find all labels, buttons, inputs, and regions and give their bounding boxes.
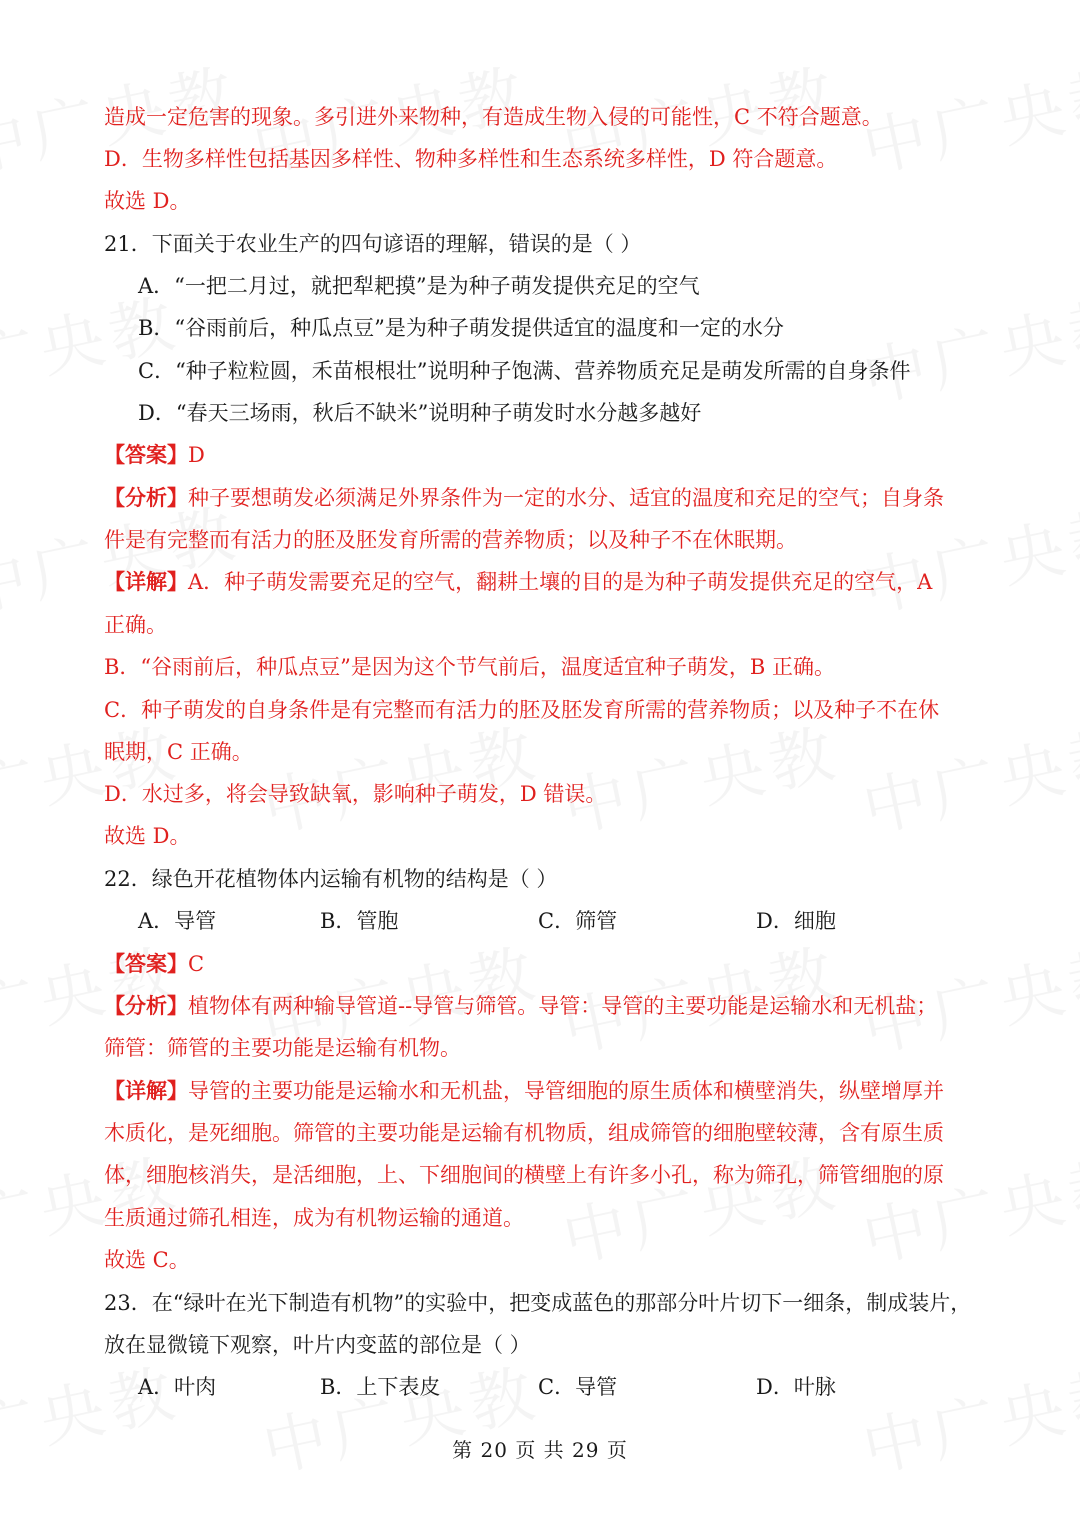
analysis-21 <box>104 483 984 513</box>
watermark <box>0 1342 187 1490</box>
answer-tag: 【答案】 <box>104 951 188 976</box>
detail-line: 眠期，C 正确。 <box>104 740 253 764</box>
question-23-option-d: D．叶脉 <box>756 1375 836 1399</box>
detail-line: 体，细胞核消失，是活细胞，上、下细胞间的横壁上有许多小孔，称为筛孔，筛管细胞的原 <box>104 1163 944 1187</box>
question-23: 23．在“绿叶在光下制造有机物”的实验中，把变成蓝色的那部分叶片切下一细条，制成装片， <box>104 1291 972 1315</box>
watermark <box>853 1342 1080 1490</box>
question-23-option-c: C．导管 <box>538 1375 618 1399</box>
analysis-22 <box>104 991 984 1021</box>
page-footer: 第 20 页 共 29 页 <box>452 1438 628 1462</box>
answer-22 <box>104 949 984 979</box>
answer-tag: 【答案】 <box>104 442 188 467</box>
selection-line: 故选 C。 <box>104 1248 190 1272</box>
question-22-option-b: B．管胞 <box>320 909 399 933</box>
analysis-text: 植物体有两种输导管道--导管与筛管。导管：导管的主要功能是运输水和无机盐； <box>188 994 938 1018</box>
question-22: 22．绿色开花植物体内运输有机物的结构是（ ） <box>104 867 558 891</box>
question-22-option-c: C．筛管 <box>538 909 618 933</box>
detail-line: 正确。 <box>104 613 167 637</box>
detail-text: 导管的主要功能是运输水和无机盐，导管细胞的原生质体和横壁消失，纵壁增厚并 <box>188 1079 944 1103</box>
question-22-option-d: D．细胞 <box>756 909 836 933</box>
selection-line: 故选 D。 <box>104 189 191 213</box>
detail-text: A．种子萌发需要充足的空气，翻耕土壤的目的是为种子萌发提供充足的空气，A <box>188 570 933 594</box>
question-21-option-d: D．“春天三场雨，秋后不缺米”说明种子萌发时水分越多越好 <box>138 401 702 425</box>
analysis-line: 件是有完整而有活力的胚及胚发育所需的营养物质；以及种子不在休眠期。 <box>104 528 797 552</box>
question-21: 21．下面关于农业生产的四句谚语的理解，错误的是（ ） <box>104 232 642 256</box>
analysis-tag: 【分析】 <box>104 485 188 510</box>
detail-22 <box>104 1076 984 1106</box>
detail-line: 生质通过筛孔相连，成为有机物运输的通道。 <box>104 1206 524 1230</box>
detail-line: 木质化，是死细胞。筛管的主要功能是运输有机物质，组成筛管的细胞壁较薄，含有原生质 <box>104 1121 944 1145</box>
answer-value: D <box>188 443 205 467</box>
explanation-line: 造成一定危害的现象。多引进外来物种，有造成生物入侵的可能性，C 不符合题意。 <box>104 105 883 129</box>
answer-value: C <box>188 952 205 976</box>
watermark <box>253 1342 546 1490</box>
detail-line: B．“谷雨前后，种瓜点豆”是因为这个节气前后，温度适宜种子萌发，B 正确。 <box>104 655 836 679</box>
selection-line: 故选 D。 <box>104 824 191 848</box>
question-23-option-b: B．上下表皮 <box>320 1375 441 1399</box>
analysis-tag: 【分析】 <box>104 993 188 1018</box>
question-23-option-a: A．叶肉 <box>138 1375 217 1399</box>
detail-line: D．水过多，将会导致缺氧，影响种子萌发，D 错误。 <box>104 782 607 806</box>
detail-line: C．种子萌发的自身条件是有完整而有活力的胚及胚发育所需的营养物质；以及种子不在休 <box>104 698 940 722</box>
detail-tag: 【详解】 <box>104 569 188 594</box>
explanation-line: D．生物多样性包括基因多样性、物种多样性和生态系统多样性，D 符合题意。 <box>104 147 838 171</box>
analysis-text: 种子要想萌发必须满足外界条件为一定的水分、适宜的温度和充足的空气；自身条 <box>188 486 944 510</box>
question-21-option-a: A．“一把二月过，就把犁耙摸”是为种子萌发提供充足的空气 <box>138 274 700 298</box>
analysis-line: 筛管：筛管的主要功能是运输有机物。 <box>104 1036 461 1060</box>
question-21-option-c: C．“种子粒粒圆，禾苗根根壮”说明种子饱满、营养物质充足是萌发所需的自身条件 <box>138 359 911 383</box>
detail-21 <box>104 567 984 597</box>
question-21-option-b: B．“谷雨前后，种瓜点豆”是为种子萌发提供适宜的温度和一定的水分 <box>138 316 784 340</box>
detail-tag: 【详解】 <box>104 1078 188 1103</box>
question-22-option-a: A．导管 <box>138 909 217 933</box>
question-23-line: 放在显微镜下观察，叶片内变蓝的部位是（ ） <box>104 1333 531 1357</box>
answer-21 <box>104 440 984 470</box>
